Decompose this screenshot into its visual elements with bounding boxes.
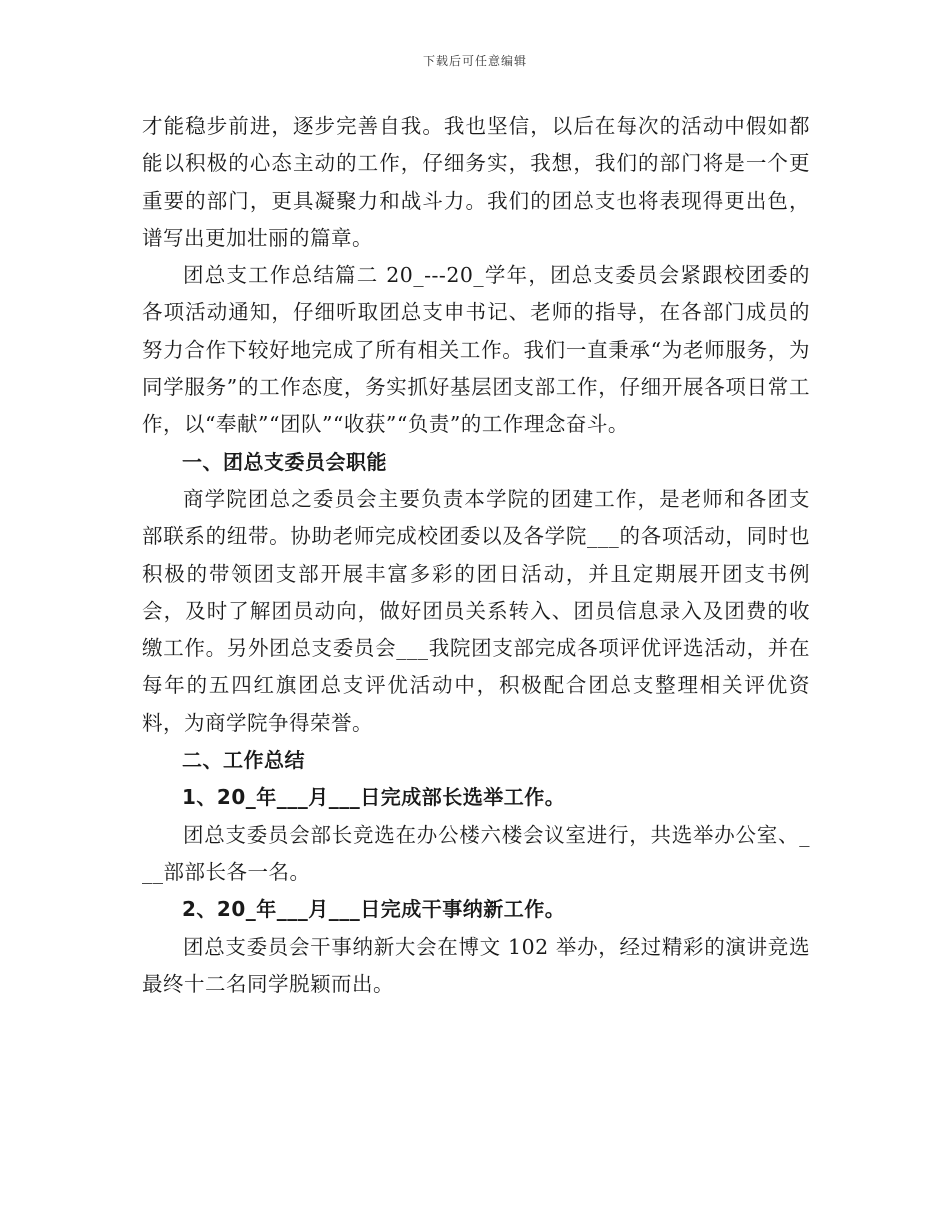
page-header: 下载后可任意编辑 — [422, 54, 527, 68]
subsection-heading: 1、20_年___月___日完成部长选举工作。 — [182, 785, 566, 810]
paragraph: 团总支委员会部长竞选在办公楼六楼会议室进行，共选举办公室、___部部长各一名。 — [142, 822, 810, 884]
paragraph: 团总支委员会干事纳新大会在博文 102 举办，经过精彩的演讲竞选最终十二名同学脱颖而出。 — [142, 934, 810, 996]
subsection-heading: 2、20_年___月___日完成干事纳新工作。 — [182, 897, 566, 922]
paragraph: 团总支工作总结篇二 20_---20_学年，团总支委员会紧跟校团委的各项活动通知，仔细听取团总支申书记、老师的指导，在各部门成员的努力合作下较好地完成了所有相关工作。我们一直秉承“为老师服务，为同学服务”的工作态度，务实抓好基层团支部工作，仔细开展各项日常工作，以“奉献”“团队”“收获”“负责”的工作理念奋斗。 — [142, 263, 810, 437]
section-heading: 二、工作总结 — [182, 748, 305, 773]
document-body — [142, 108, 810, 1003]
paragraph: 商学院团总之委员会主要负责本学院的团建工作，是老师和各团支部联系的纽带。协助老师完成校团委以及各学院___的各项活动，同时也积极的带领团支部开展丰富多彩的团日活动，并且定期展开团支书例会，及时了解团员动向，做好团员关系转入、团员信息录入及团费的收缴工作。另外团总支委员会___我院团支部完成各项评优评选活动，并在每年的五四红旗团总支评优活动中，积极配合团总支整理相关评优资料，为商学院争得荣誉。 — [142, 486, 810, 735]
section-heading: 一、团总支委员会职能 — [182, 449, 387, 474]
paragraph: 才能稳步前进，逐步完善自我。我也坚信，以后在每次的活动中假如都能以积极的心态主动的工作，仔细务实，我想，我们的部门将是一个更重要的部门，更具凝聚力和战斗力。我们的团总支也将表现得更出色，谱写出更加壮丽的篇章。 — [142, 114, 810, 250]
